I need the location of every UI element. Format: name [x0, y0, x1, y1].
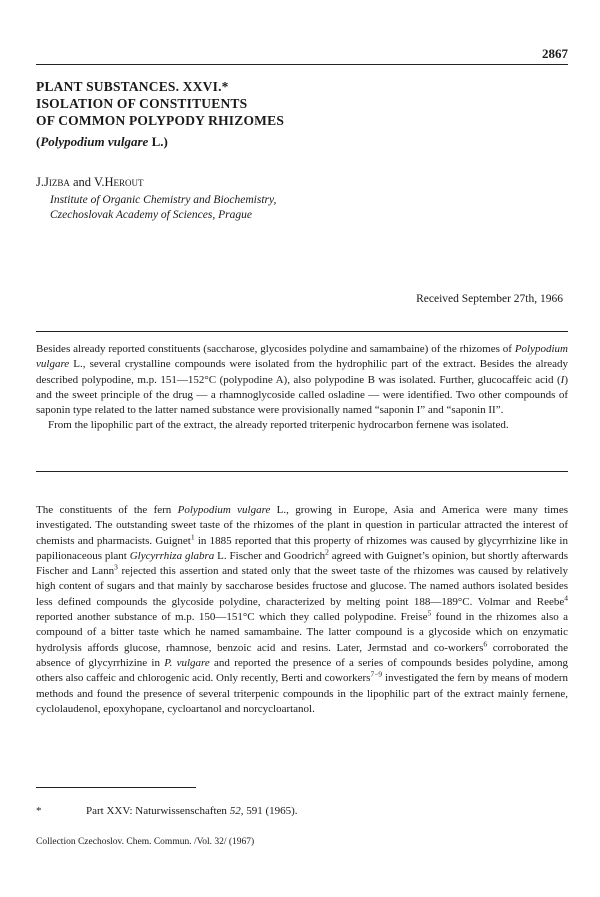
- body-sentence: rejected this assertion and stated only that the sweet taste of the rhizomes was caused by relatively high content of sugars and that mainly by saccharose besides fructose and glucose. The named authors isolated besides less defined compounds the glycoside polydine, characterized by melting point 188—189°C. Volmar and Reebe: [36, 565, 568, 608]
- reference-mark: 2: [325, 547, 329, 557]
- species-name: P. vulgare: [164, 656, 210, 669]
- body-sentence: investigated the fern by means of modern methods and found the presence of several triterpenic compounds in the lipophilic part of the extract mainly fernene, cyclolaudenol, epoxyhopane, cycloartanol and norcycloartanol.: [36, 672, 568, 715]
- affiliation: [50, 193, 276, 223]
- author-name: Jizba: [44, 175, 70, 189]
- reference-mark: 5: [427, 608, 432, 618]
- abstract-top-rule: [36, 331, 568, 332]
- species-name: Glycyrrhiza glabra: [129, 549, 215, 562]
- author-initial: J.: [36, 175, 44, 189]
- footnote-volume: 52: [229, 805, 241, 817]
- subtitle-open-paren: (: [36, 134, 41, 149]
- body-sentence: L., growing in Europe, Asia and America were many times investigated. The outstanding sweet taste of the rhizomes of the plant in question in particular attracted the interest of chemists and pharmacists. Guignet: [36, 504, 568, 547]
- affiliation-line: Institute of Organic Chemistry and Biochemistry,: [50, 194, 277, 206]
- reference-mark: 3: [114, 562, 118, 572]
- page-number: 2867: [542, 46, 568, 61]
- abstract-text: Besides already reported constituents (saccharose, glycosides polydine and samambaine) of the rhizomes of: [36, 343, 515, 355]
- body-sentence: found in the rhizomes also a compound of a bitter taste which he named samambaine. The latter compound is a glycoside which on enzymatic hydrolysis affords glucose, rhamnose, benzoic acid and resins. Later, Jermstad and co-workers: [36, 611, 568, 654]
- compound-label: I: [560, 373, 565, 386]
- body-paragraph: [36, 503, 568, 717]
- author-initial: V.: [93, 175, 105, 189]
- footnote-text: , 591 (1965).: [240, 805, 298, 817]
- reference-mark: 7−9: [370, 669, 383, 679]
- reference-mark: 6: [483, 639, 488, 649]
- species-name: Polypodium vulgare: [177, 504, 271, 516]
- subtitle-close-paren: ): [163, 134, 168, 149]
- footnote-rule: [36, 787, 196, 788]
- body-sentence: and reported the presence of a series of compounds besides polydine, among others also caffeic and chlorogenic acid. Only recently, Berti and coworkers: [36, 656, 569, 685]
- body-sentence: L. Fischer and Goodrich: [214, 549, 326, 562]
- footnote-mark: *: [36, 805, 42, 817]
- title-line: ISOLATION OF CONSTITUENTS: [36, 96, 248, 111]
- body-sentence: corroborated the absence of glycyrrhizine in: [36, 641, 568, 669]
- article-title: [36, 78, 284, 129]
- body-sentence: The constituents of the fern: [36, 504, 178, 516]
- header-rule: [36, 64, 568, 65]
- abstract-paragraph: [36, 342, 568, 418]
- journal-citation: Collection Czechoslov. Chem. Commun. /Vol. 32/ (1967): [36, 837, 255, 847]
- footnote-text: Part XXV: Naturwissenschaften: [86, 805, 230, 817]
- author-name: Herout: [104, 175, 144, 189]
- reference-mark: 4: [564, 593, 568, 603]
- species-name: Polypodium vulgare: [40, 134, 149, 149]
- abstract: [36, 342, 568, 434]
- body-sentence: reported another substance of m.p. 150—151°C which they called polypodine. Freise: [36, 611, 428, 624]
- body-sentence: agreed with Guignet’s opinion, but shortly afterwards Fischer and Lann: [36, 549, 568, 578]
- title-line: PLANT SUBSTANCES. XXVI.*: [36, 79, 229, 94]
- authors: [36, 175, 144, 190]
- authors-conjunction: and: [69, 175, 94, 189]
- affiliation-line: Czechoslovak Academy of Sciences, Prague: [50, 209, 252, 221]
- body-sentence: in 1885 reported that this property of rhizomes was caused by glycyrrhizine like in papilionaceous plant: [36, 534, 568, 562]
- title-line: OF COMMON POLYPODY RHIZOMES: [36, 113, 285, 128]
- abstract-bottom-rule: [36, 471, 568, 472]
- reference-mark: 1: [190, 531, 195, 541]
- abstract-paragraph: From the lipophilic part of the extract, the already reported triterpenic hydrocarbon fernene was isolated.: [48, 419, 509, 432]
- abstract-text: ) and the sweet principle of the drug — a rhamnoglycoside called osladine — were identified. Two other compounds of saponin type related to the latter named substance were provisionally named “saponin I” and “saponin II”.: [36, 373, 568, 417]
- species-authority: L.: [148, 134, 164, 149]
- abstract-text: L., several crystalline compounds were isolated from the hydrophilic part of the extract. Besides the already described polypodine, m.p. 151—152°C (polypodine A), also polypodine B was isolated. Further, glucocaffeic acid (: [36, 358, 568, 386]
- footnote: [36, 805, 298, 817]
- received-date: Received September 27th, 1966: [416, 293, 563, 305]
- body-text: [36, 503, 568, 717]
- species-name: Polypodium vulgare: [36, 343, 568, 371]
- article-subtitle: [36, 134, 168, 150]
